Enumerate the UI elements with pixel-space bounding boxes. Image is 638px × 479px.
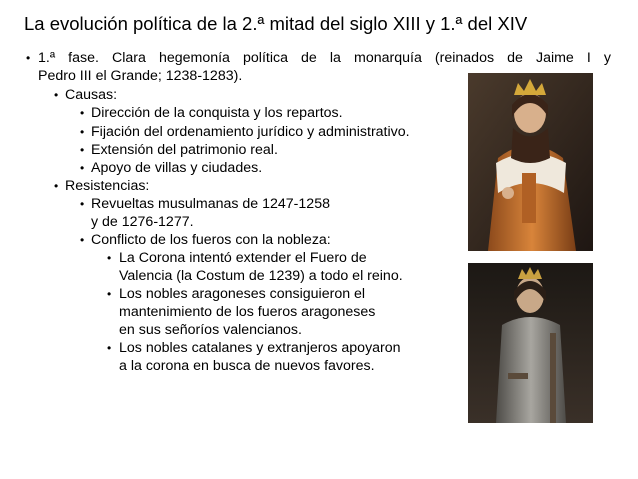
phase-line-1: 1.ª fase. Clara hegemonía política de la monarquía (reinados de Jaime I y xyxy=(38,50,611,66)
bullet-dot: • xyxy=(54,179,59,193)
sub-item-line: Valencia (la Costum de 1239) a todo el reino. xyxy=(119,268,403,284)
bullet-dot: • xyxy=(107,341,112,355)
revolts-line-2: y de 1276-1277. xyxy=(91,214,194,230)
sub-item-line: Los nobles aragoneses consiguieron el xyxy=(119,286,366,302)
sub-item-line: en sus señoríos valencianos. xyxy=(119,322,302,338)
bullet-dot: • xyxy=(107,251,112,265)
cause-item: Dirección de la conquista y los repartos. xyxy=(91,105,343,121)
bullet-dot: • xyxy=(80,106,85,120)
bullet-dot: • xyxy=(107,287,112,301)
sub-item-line: a la corona en busca de nuevos favores. xyxy=(119,358,375,374)
bullet-dot: • xyxy=(80,197,85,211)
revolts-line-1: Revueltas musulmanas de 1247-1258 xyxy=(91,196,330,212)
sub-item-line: La Corona intentó extender el Fuero de xyxy=(119,250,367,266)
conflict-line: Conflicto de los fueros con la nobleza: xyxy=(91,232,331,248)
king-portrait-graphic xyxy=(468,73,593,251)
resistances-heading: Resistencias: xyxy=(65,178,150,194)
knight-portrait-graphic xyxy=(468,263,593,423)
bullet-dot: • xyxy=(54,88,59,102)
phase-line-2: Pedro III el Grande; 1238-1283). xyxy=(38,68,243,84)
bullet-dot: • xyxy=(80,125,85,139)
slide-title: La evolución política de la 2.ª mitad del siglo XIII y 1.ª del XIV xyxy=(24,13,528,34)
bullet-dot: • xyxy=(80,233,85,247)
sub-item-line: mantenimiento de los fueros aragoneses xyxy=(119,304,376,320)
bullet-dot: • xyxy=(80,161,85,175)
cause-item: Fijación del ordenamiento jurídico y administrativo. xyxy=(91,124,410,140)
king-portrait-image xyxy=(468,73,593,251)
bullet-dot: • xyxy=(26,51,31,65)
causes-heading: Causas: xyxy=(65,87,118,103)
cause-item: Apoyo de villas y ciudades. xyxy=(91,160,263,176)
bullet-dot: • xyxy=(80,143,85,157)
cause-item: Extensión del patrimonio real. xyxy=(91,142,278,158)
knight-portrait-image xyxy=(468,263,593,423)
sub-item-line: Los nobles catalanes y extranjeros apoyaron xyxy=(119,340,401,356)
